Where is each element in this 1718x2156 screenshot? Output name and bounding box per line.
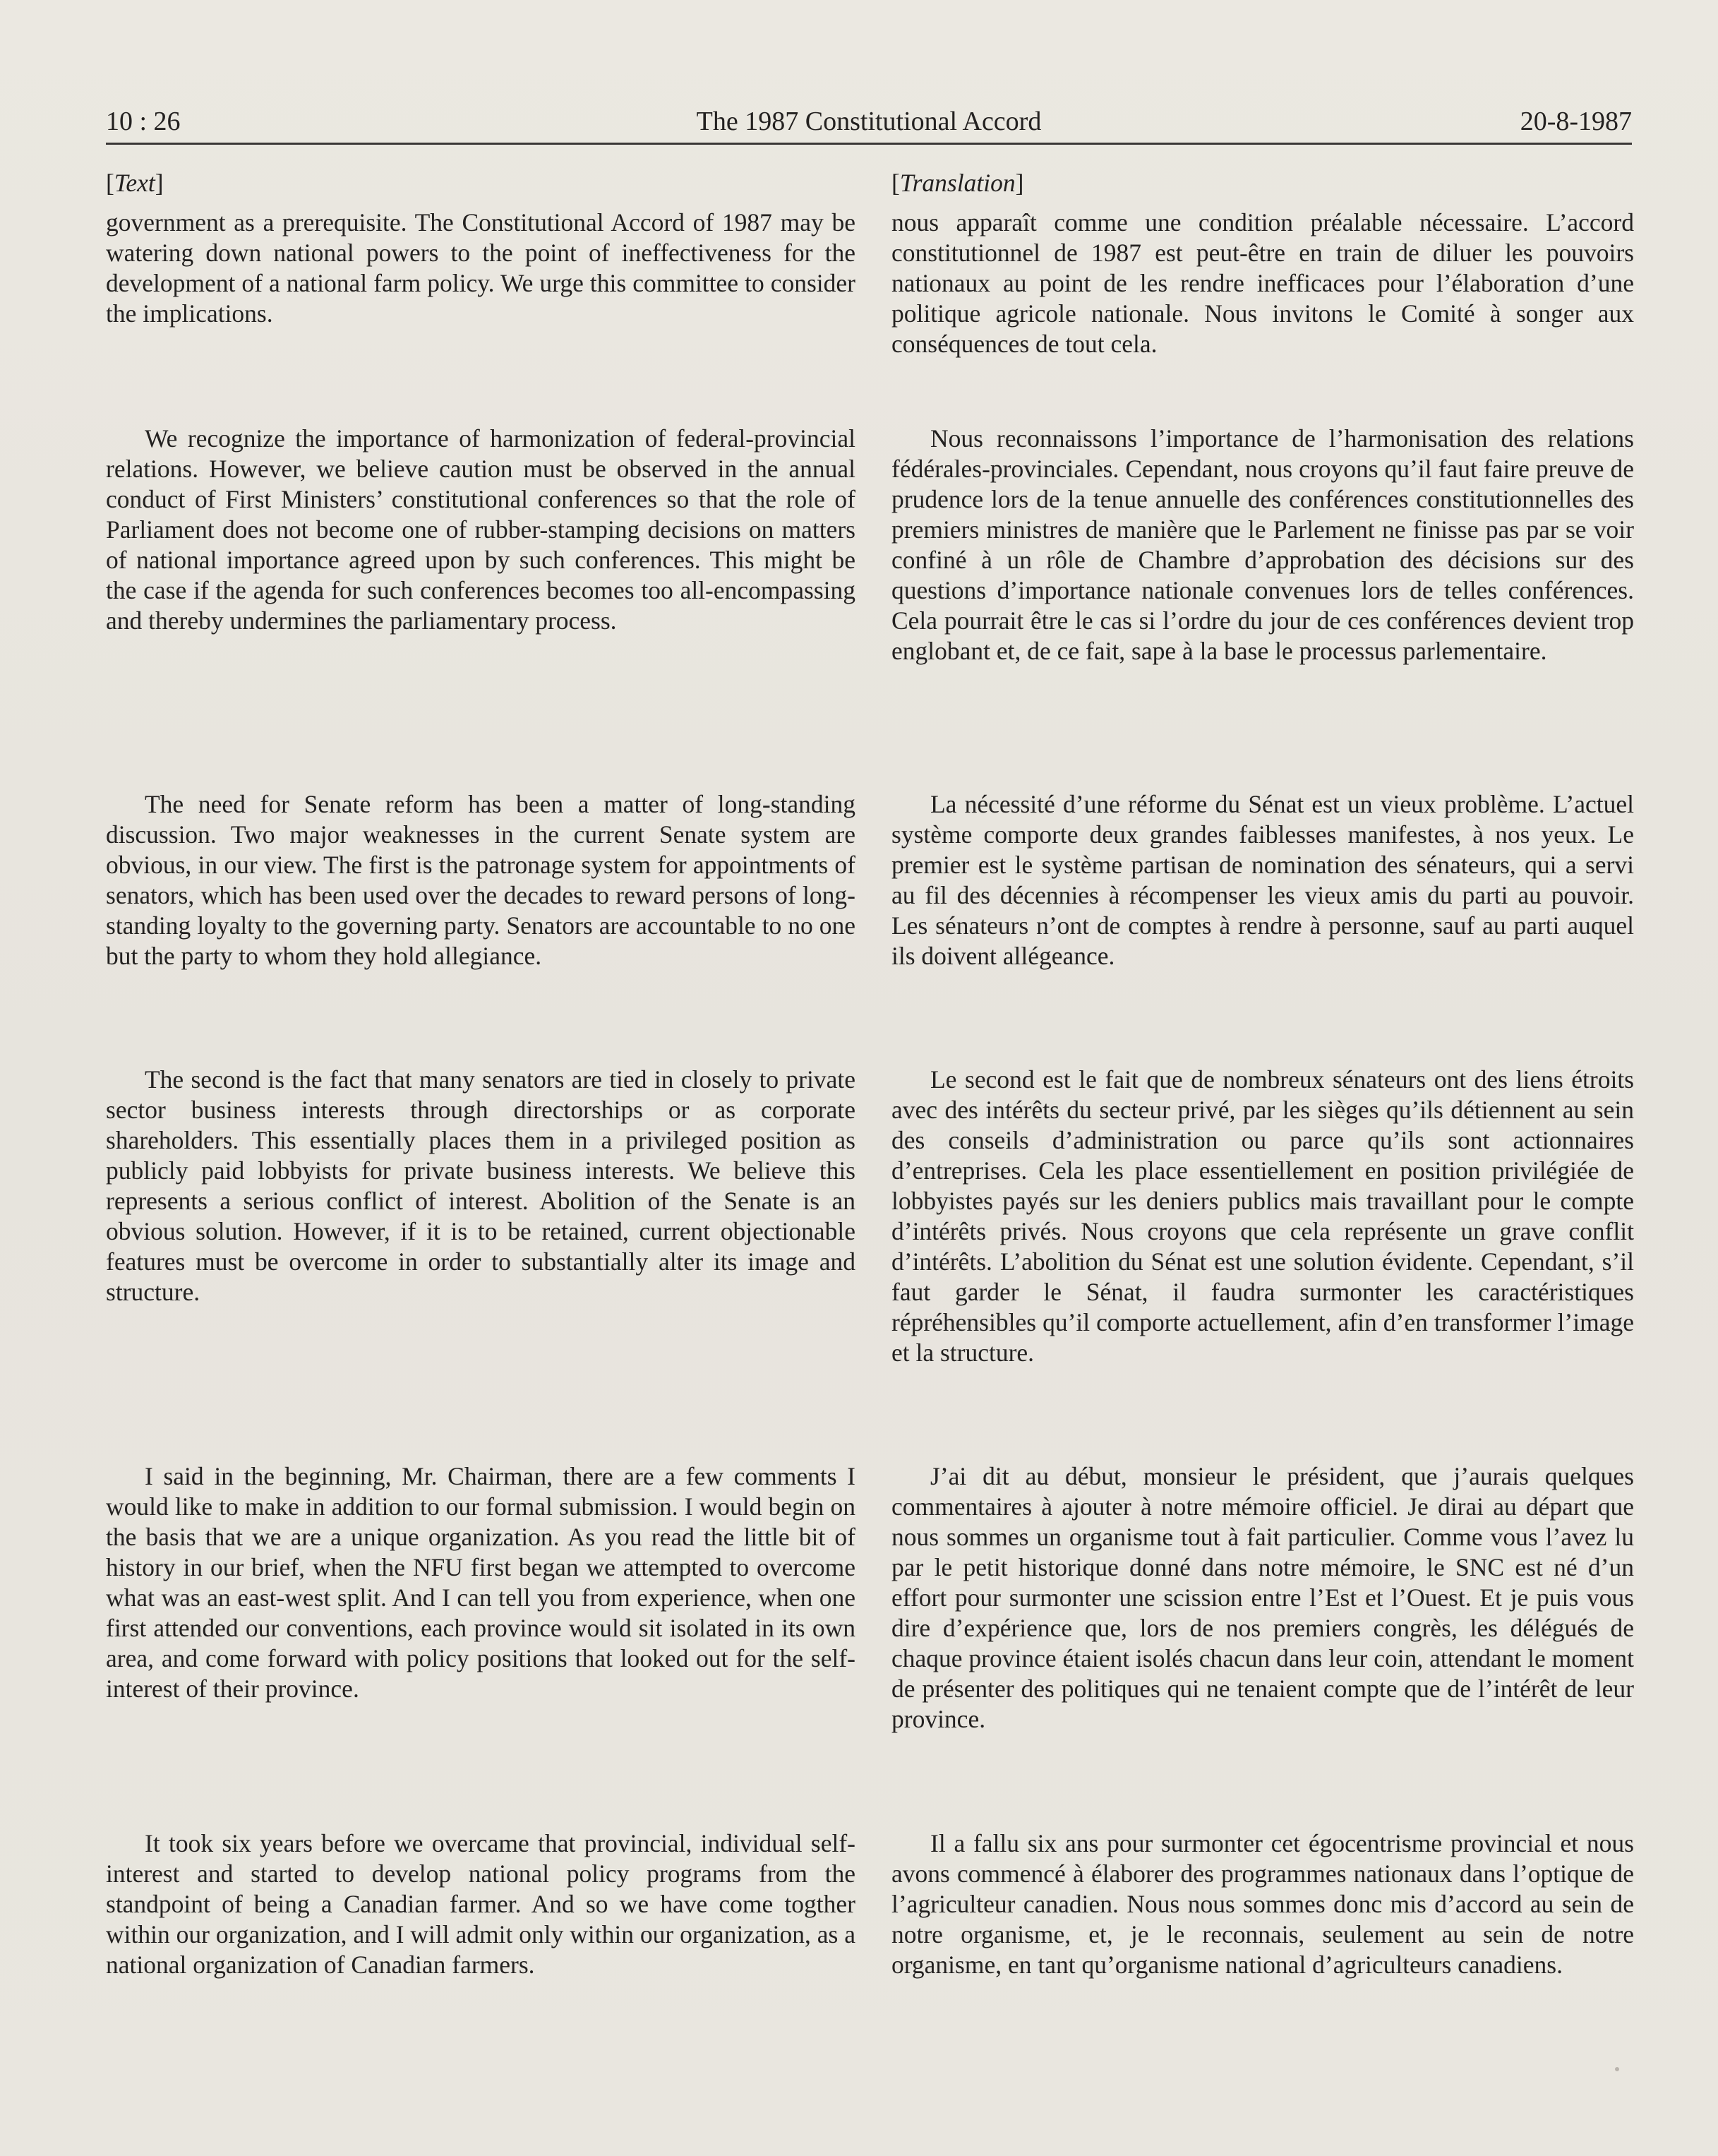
french-paragraph: Le second est le fait que de nombreux sénateurs ont des liens étroits avec des intérêts du secteur privé, par les sièges qu’ils détiennent au sein des conseils d’administration ou parce qu’ils sont actionnaires d’entreprises. Cela les place essentiellement en position privilégiée de lobbyistes payés sur les deniers publics mais travaillant pour le compte d’intérêts privés. Nous croyons que cela représente un grave conflit d’intérêts. L’abolition du Sénat est une solution évidente. Cependant, s’il faut garder le Sénat, il faudra surmonter les caractéristiques répréhensibles qu’il comporte actuellement, afin d’en transformer l’image et la structure. <box>891 1065 1634 1367</box>
scan-speck <box>1615 2067 1619 2071</box>
translation-label: [Translation] <box>891 169 1024 197</box>
french-paragraph: Il a fallu six ans pour surmonter cet égocentrisme provincial et nous avons commencé à élaborer des programmes nationaux dans l’optique de l’agriculteur canadien. Nous nous sommes donc mis d’accord au sein de notre organisme, et, je le reconnais, seulement au sein de notre organisme, en tant qu’organisme national d’agriculteurs canadiens. <box>891 1829 1634 1979</box>
page-number: 10 : 26 <box>106 107 181 136</box>
text-label: [Text] <box>106 169 164 197</box>
french-paragraph: J’ai dit au début, monsieur le président, que j’aurais quelques commentaires à ajouter à notre mémoire officiel. Je dirai au départ que nous sommes un organisme tout à fait particulier. Comme vous l’avez lu par le petit historique donné dans notre mémoire, le SNC est né d’un effort pour surmonter une scission entre l’Est et l’Ouest. Et je puis vous dire d’expérience que, lors de nos premiers congrès, les délégués de chaque province étaient isolés chacun dans leur coin, attendant le moment de présenter des politiques qui ne tenaient compte que de l’intérêt de leur province. <box>891 1462 1634 1733</box>
french-paragraph: nous apparaît comme une condition préalable nécessaire. L’accord constitutionnel de 1987 est peut-être en train de diluer les pouvoirs nationaux au point de les rendre inefficaces pour l’élaboration d’une politique agricole nationale. Nous invitons le Comité à songer aux conséquences de tout cela. <box>891 208 1634 358</box>
english-paragraph: I said in the beginning, Mr. Chairman, there are a few comments I would like to make in addition to our formal submission. I would begin on the basis that we are a unique organization. As you read the little bit of history in our brief, when the NFU first began we attempted to overcome what was an east-west split. And I can tell you from experience, when one first attended our conventions, each province would sit isolated in its own area, and come forward with policy positions that looked out for the self-interest of their province. <box>106 1462 855 1703</box>
french-column <box>891 168 1634 1979</box>
english-column <box>106 168 855 1979</box>
english-paragraph: The need for Senate reform has been a matter of long-standing discussion. Two major weaknesses in the current Senate system are obvious, in our view. The first is the patronage system for appointments of senators, which has been used over the decades to reward persons of long-standing loyalty to the governing party. Senators are accountable to no one but the party to whom they hold allegiance. <box>106 790 855 970</box>
french-paragraph: Nous reconnaissons l’importance de l’harmonisation des relations fédérales-provinciales. Cependant, nous croyons qu’il faut faire preuve de prudence lors de la tenue annuelle des conférences constitutionnelles des premiers ministres de manière que le Parlement ne finisse pas par se voir confiné à un rôle de Chambre d’approbation des décisions sur des questions d’importance nationale convenues lors de telles conférences. Cela pourrait être le cas si l’ordre du jour de ces conférences devient trop englobant et, de ce fait, sape à la base le processus parlementaire. <box>891 424 1634 665</box>
header-rule <box>106 143 1632 145</box>
document-title: The 1987 Constitutional Accord <box>696 107 1042 136</box>
english-paragraph: government as a prerequisite. The Constitutional Accord of 1987 may be watering down national powers to the point of ineffectiveness for the development of a national farm policy. We urge this committee to consider the implications. <box>106 208 855 328</box>
document-date: 20-8-1987 <box>1520 107 1632 136</box>
english-paragraph: It took six years before we overcame that provincial, individual self-interest and started to develop national policy programs from the standpoint of being a Canadian farmer. And so we have come togther within our organization, and I will admit only within our organization, as a national organization of Canadian farmers. <box>106 1829 855 1979</box>
english-paragraph: The second is the fact that many senators are tied in closely to private sector business interests through directorships or as corporate shareholders. This essentially places them in a privileged position as publicly paid lobbyists for private business interests. We believe this represents a serious conflict of interest. Abolition of the Senate is an obvious solution. However, if it is to be retained, current objectionable features must be overcome in order to substantially alter its image and structure. <box>106 1065 855 1306</box>
english-paragraph: We recognize the importance of harmonization of federal-provincial relations. However, we believe caution must be observed in the annual conduct of First Ministers’ constitutional conferences so that the role of Parliament does not become one of rubber-stamping decisions on matters of national importance agreed upon by such conferences. This might be the case if the agenda for such conferences becomes too all-encompassing and thereby undermines the parliamentary process. <box>106 424 855 635</box>
french-paragraph: La nécessité d’une réforme du Sénat est un vieux problème. L’actuel système comporte deux grandes faiblesses manifestes, à nos yeux. Le premier est le système partisan de nomination des sénateurs, qui a servi au fil des décennies à récompenser les vieux amis du parti au pouvoir. Les sénateurs n’ont de comptes à rendre à personne, sauf au parti auquel ils doivent allégeance. <box>891 790 1634 970</box>
page-header <box>106 106 1632 148</box>
